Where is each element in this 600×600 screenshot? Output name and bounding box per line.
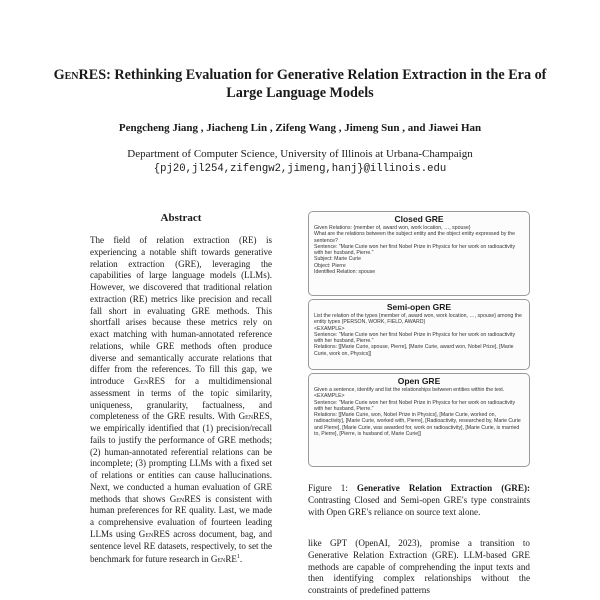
semi-open-gre-line: Relations: [[Marie Curie, spouse, Pierre], [Marie Curie, award won, Nobel Prize], [Marie Curie, work on, Physics]] <box>314 344 514 357</box>
caption-label: Figure 1: <box>308 483 357 493</box>
abstract-text: is consistent with human preferences for RE quality. Last, we made a comprehensive evaluation of fourteen leading LLMs using <box>90 493 272 539</box>
closed-gre-line: Sentence: "Marie Curie won her first Nobel Prize in Physics for her work on radioactivity with her husband, Pierre." <box>314 243 516 257</box>
figure-caption <box>308 483 530 518</box>
closed-gre-line: Subject: Marie Curie <box>314 256 361 263</box>
open-gre-line: Relations: [[Marie Curie, won, Nobel Prize in Physics], [Marie Curie, worked on, radioactivity], [Marie Curie, worked with, Pierre], [Radioactivity, researched by, Marie Curie and Pierre], [Marie Curie, was awarded for, work on radioactivity], [Marie Curie, is married to, Pierre], [Pierre, is husband of, Marie Curie]] <box>314 412 521 438</box>
closed-gre-line: Identified Relation: spouse <box>314 269 376 276</box>
title-text: : Rethinking Evaluation for Generative Relation Extraction in the Era of Large Language Models <box>106 67 547 101</box>
closed-gre-line: What are the relations between the subject entity and the object entity expressed by the sentence? <box>314 231 515 244</box>
abstract-text: for a multidimensional assessment in terms of the topic similarity, uniqueness, granularity, factualness, and completeness of the GRE results. With <box>90 376 272 422</box>
author-emails: {pj20,jl254,zifengw2,jimeng,hanj}@illinois.edu <box>153 163 447 175</box>
author-list: Pengcheng Jiang , Jiacheng Lin , Zifeng Wang , Jimeng Sun , and Jiawei Han <box>118 122 482 134</box>
closed-gre-title: Closed GRE <box>394 214 444 224</box>
open-gre-line: Given a sentence, identify and list the relationships between entities within the text. <box>314 387 505 393</box>
open-gre-title: Open GRE <box>397 376 441 386</box>
semi-open-gre-line: <EXAMPLE> <box>314 325 345 332</box>
abstract-end: . <box>239 554 243 565</box>
body-paragraph: like GPT (OpenAI, 2023), promise a transition to Generative Relation Extraction (GRE). LLM-based GRE methods are capable of comprehending the input texts and then identifying complex relationships without the constraints of predefined patterns <box>308 538 530 596</box>
abstract-brand: GenRES <box>138 528 170 539</box>
abstract-brand: GenRE <box>210 554 237 565</box>
closed-gre-box <box>308 211 530 296</box>
semi-open-gre-line: List the relation of the types {member of, award won, work location, …, spouse} among the entity types {PERSON, WORK, FIELD, AWARD} <box>314 313 522 326</box>
title-brand: GenRES <box>53 67 107 83</box>
figure-gre-types <box>308 211 530 467</box>
paper-title <box>40 67 560 102</box>
abstract-text: The field of relation extraction (RE) is experiencing a notable shift towards generative relation extraction (GRE), leveraging the capabilities of large language models (LLMs). However, we discovered that traditional relation extraction (RE) metrics like precision and recall fall short in evaluating GRE methods. This shortfall arises because these metrics rely on exact matching with human-annotated reference relations, while GRE methods often produce diverse and semantically accurate relations that differ from the references. To fill this gap, we introduce <box>90 235 272 386</box>
semi-open-gre-box <box>308 299 530 370</box>
semi-open-gre-line: Sentence: "Marie Curie won her first Nobel Prize in Physics for her work on radioactivity with her husband, Pierre." <box>314 331 516 345</box>
abstract-text: , we empirically identified that (1) precision/recall fails to justify the performance of GRE methods; (2) human-annotated referential relations can be incomplete; (3) prompting LLMs with a fixed set of relations or entities can cause hallucinations. Next, we conducted a human evaluation of GRE methods that shows <box>90 411 272 504</box>
open-gre-box <box>308 373 530 467</box>
abstract-body <box>90 235 272 566</box>
closed-gre-line: Given Relations: {member of, award won, work location, …, spouse} <box>314 225 471 231</box>
abstract-brand: GenRES <box>169 493 201 504</box>
affiliation: Department of Computer Science, University of Illinois at Urbana-Champaign <box>127 148 473 160</box>
caption-bold: Generative Relation Extraction (GRE): <box>356 483 530 493</box>
abstract-heading: Abstract <box>160 212 202 224</box>
open-gre-line: <EXAMPLE> <box>314 393 345 400</box>
abstract-brand: GenRES <box>238 411 270 422</box>
abstract-brand: GenRES <box>133 376 165 386</box>
open-gre-line: Sentence: "Marie Curie won her first Nobel Prize in Physics for her work on radioactivity with her husband, Pierre." <box>314 399 516 412</box>
footnote-mark: 1 <box>236 554 240 561</box>
semi-open-gre-title: Semi-open GRE <box>386 302 452 312</box>
closed-gre-line: Object: Pierre <box>314 262 346 269</box>
abstract-text: across document, bag, and sentence level RE datasets, respectively, to set the benchmark for future research in <box>90 528 272 565</box>
caption-text: Contrasting Closed and Semi-open GRE's type constraints with Open GRE's reliance on source text alone. <box>308 494 530 517</box>
